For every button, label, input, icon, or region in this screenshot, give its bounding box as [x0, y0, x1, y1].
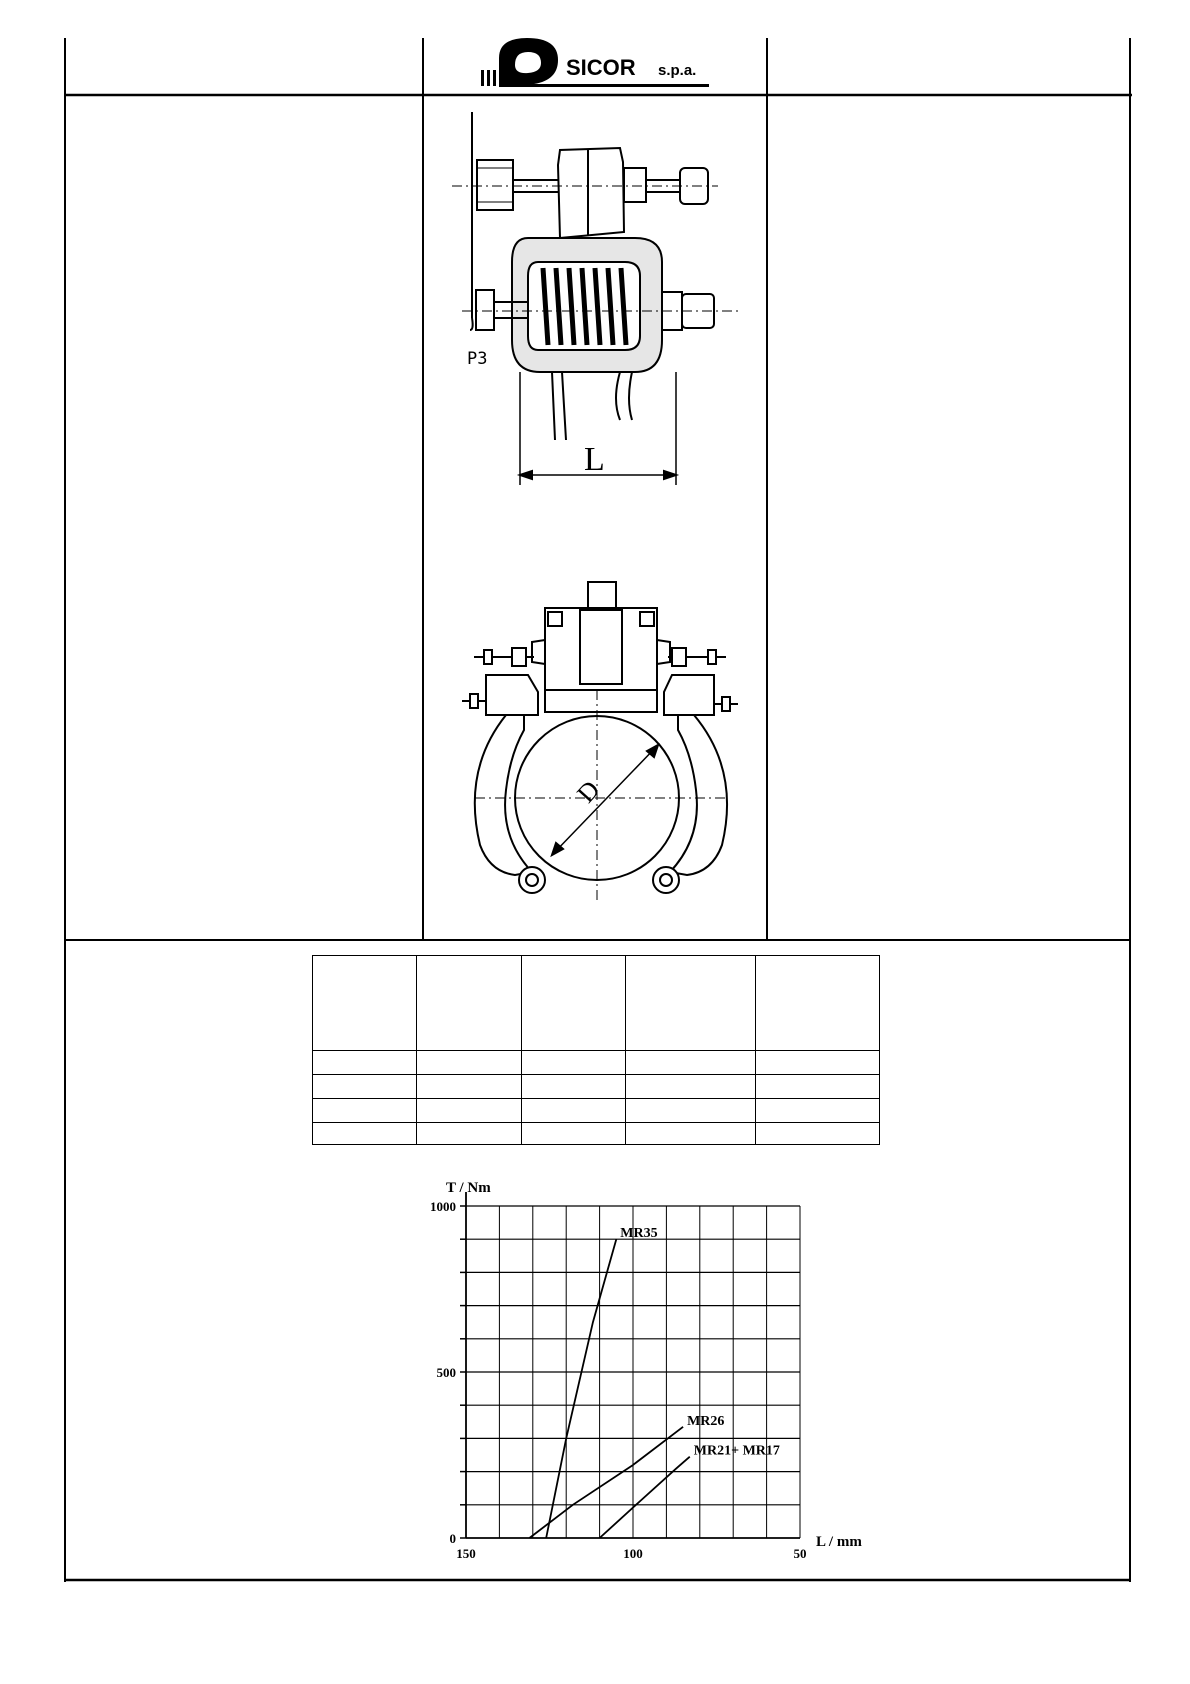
- side-view-drawing: [452, 112, 740, 485]
- table-cell: [756, 1122, 880, 1144]
- table-cell: [756, 956, 880, 1051]
- y-tick-label: 1000: [430, 1199, 456, 1214]
- diameter-label: D: [571, 774, 606, 809]
- y-axis-label: T / Nm: [446, 1180, 491, 1196]
- x-tick-label: 100: [623, 1546, 643, 1561]
- chart-axes: [460, 1192, 800, 1538]
- spec-table-grid: [312, 955, 880, 1145]
- side-view-label: P3: [467, 349, 488, 369]
- table-cell: [416, 956, 521, 1051]
- logo-text: SICOR: [566, 55, 636, 80]
- table-cell: [521, 1050, 626, 1074]
- spec-table: [312, 955, 880, 1145]
- table-cell: [313, 956, 417, 1051]
- table-cell: [626, 956, 756, 1051]
- series-label: MR35: [620, 1226, 658, 1242]
- y-tick-label: 500: [436, 1365, 456, 1380]
- table-cell: [521, 1122, 626, 1144]
- y-tick-label: 0: [449, 1531, 456, 1546]
- chart-grid: [466, 1206, 800, 1538]
- torque-length-chart: [430, 1180, 862, 1561]
- table-cell: [626, 1050, 756, 1074]
- table-cell: [416, 1074, 521, 1098]
- table-cell: [416, 1098, 521, 1122]
- sicor-logo: [481, 38, 709, 87]
- table-cell: [626, 1098, 756, 1122]
- x-tick-label: 50: [793, 1546, 807, 1561]
- series-label: MR26: [687, 1413, 725, 1429]
- length-dimension-label: L: [584, 441, 605, 478]
- table-cell: [626, 1074, 756, 1098]
- table-cell: [756, 1050, 880, 1074]
- table-cell: [416, 1050, 521, 1074]
- series-label: MR21+ MR17: [693, 1443, 780, 1459]
- table-cell: [313, 1074, 417, 1098]
- table-cell: [756, 1074, 880, 1098]
- series-line: [600, 1457, 690, 1538]
- table-cell: [521, 956, 626, 1051]
- table-cell: [521, 1074, 626, 1098]
- table-cell: [521, 1098, 626, 1122]
- chart-ticks: [430, 1199, 807, 1561]
- front-view-drawing: [462, 582, 738, 900]
- logo-suffix: s.p.a.: [658, 62, 697, 79]
- series-line: [546, 1239, 616, 1538]
- table-cell: [313, 1098, 417, 1122]
- table-cell: [416, 1122, 521, 1144]
- table-cell: [313, 1122, 417, 1144]
- table-cell: [756, 1098, 880, 1122]
- x-tick-label: 150: [456, 1546, 476, 1561]
- table-cell: [313, 1050, 417, 1074]
- x-axis-label: L / mm: [816, 1534, 862, 1550]
- table-cell: [626, 1122, 756, 1144]
